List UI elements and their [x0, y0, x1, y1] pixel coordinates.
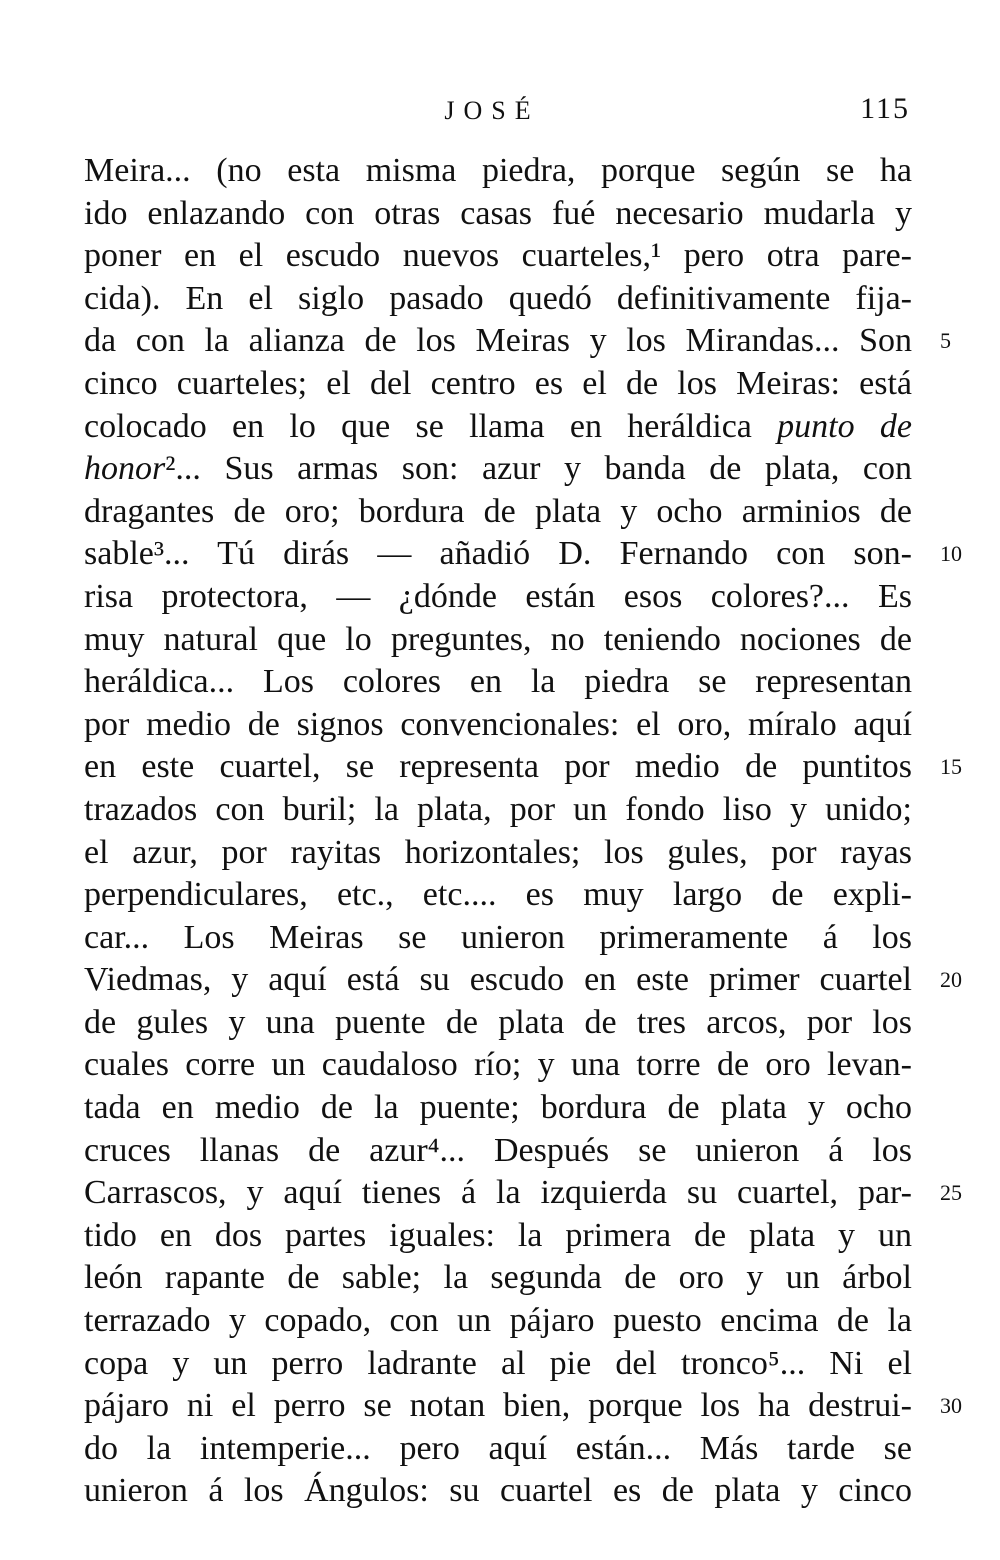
text-line-30: pájaro ni el perro se notan bien, porque los ha destrui-: [84, 1387, 912, 1425]
text-line-16: trazados con buril; la plata, por un fondo liso y unido;: [84, 790, 912, 828]
text-line-31: do la intemperie... pero aquí están... Más tarde se: [84, 1429, 912, 1467]
text-line-13: heráldica... Los colores en la piedra se representan: [84, 663, 912, 701]
page-number: 115: [860, 92, 910, 125]
body-text: [84, 150, 912, 1513]
text-line-18: perpendiculares, etc., etc.... es muy largo de expli-: [84, 876, 912, 914]
line-number-10: 10: [940, 541, 962, 567]
line-number-30: 30: [940, 1393, 962, 1419]
line-number-25: 25: [940, 1180, 962, 1206]
text-line-7: colocado en lo que se llama en heráldica punto de: [84, 407, 912, 445]
text-line-12: muy natural que lo preguntes, no teniendo nociones de: [84, 620, 912, 658]
text-line-6: cinco cuarteles; el del centro es el de los Meiras: está: [84, 364, 912, 402]
text-line-24: cruces llanas de azur⁴... Después se unieron á los: [84, 1131, 912, 1169]
text-line-32: unieron á los Ángulos: su cuartel es de plata y cinco: [84, 1472, 912, 1510]
text-line-27: león rapante de sable; la segunda de oro y un árbol: [84, 1259, 912, 1297]
text-line-23: tada en medio de la puente; bordura de plata y ocho: [84, 1089, 912, 1127]
text-line-14: por medio de signos convencionales: el oro, míralo aquí: [84, 705, 912, 743]
text-line-1: Meira... (no esta misma piedra, porque según se ha: [84, 152, 912, 189]
text-line-28: terrazado y copado, con un pájaro puesto encima de la: [84, 1302, 912, 1340]
line-number-20: 20: [940, 967, 962, 993]
text-line-5: da con la alianza de los Meiras y los Mirandas... Son: [84, 322, 912, 360]
text-line-19: car... Los Meiras se unieron primeramente á los: [84, 918, 912, 956]
text-line-29: copa y un perro ladrante al pie del tronco⁵... Ni el: [84, 1344, 912, 1382]
running-title: JOSÉ: [444, 96, 540, 125]
text-line-4: cida). En el siglo pasado quedó definitivamente fija-: [84, 279, 912, 317]
text-line-3: poner en el escudo nuevos cuarteles,¹ pero otra pare-: [84, 237, 912, 275]
text-line-25: Carrascos, y aquí tienes á la izquierda su cuartel, par-: [84, 1174, 912, 1212]
text-line-11: risa protectora, — ¿dónde están esos colores?... Es: [84, 577, 912, 615]
text-line-2: ido enlazando con otras casas fué necesario mudarla y: [84, 194, 912, 232]
text-line-9: dragantes de oro; bordura de plata y ocho arminios de: [84, 492, 912, 530]
text-line-26: tido en dos partes iguales: la primera de plata y un: [84, 1216, 912, 1254]
text-line-8: honor²... Sus armas son: azur y banda de plata, con: [84, 450, 912, 488]
line-number-15: 15: [940, 754, 962, 780]
text-line-21: de gules y una puente de plata de tres arcos, por los: [84, 1003, 912, 1041]
text-line-10: sable³... Tú dirás — añadió D. Fernando con son-: [84, 535, 912, 573]
text-line-20: Viedmas, y aquí está su escudo en este primer cuartel: [84, 961, 912, 999]
line-number-5: 5: [940, 328, 951, 354]
text-line-22: cuales corre un caudaloso río; y una torre de oro levan-: [84, 1046, 912, 1084]
text-line-15: en este cuartel, se representa por medio de puntitos: [84, 748, 912, 786]
text-line-17: el azur, por rayitas horizontales; los gules, por rayas: [84, 833, 912, 871]
